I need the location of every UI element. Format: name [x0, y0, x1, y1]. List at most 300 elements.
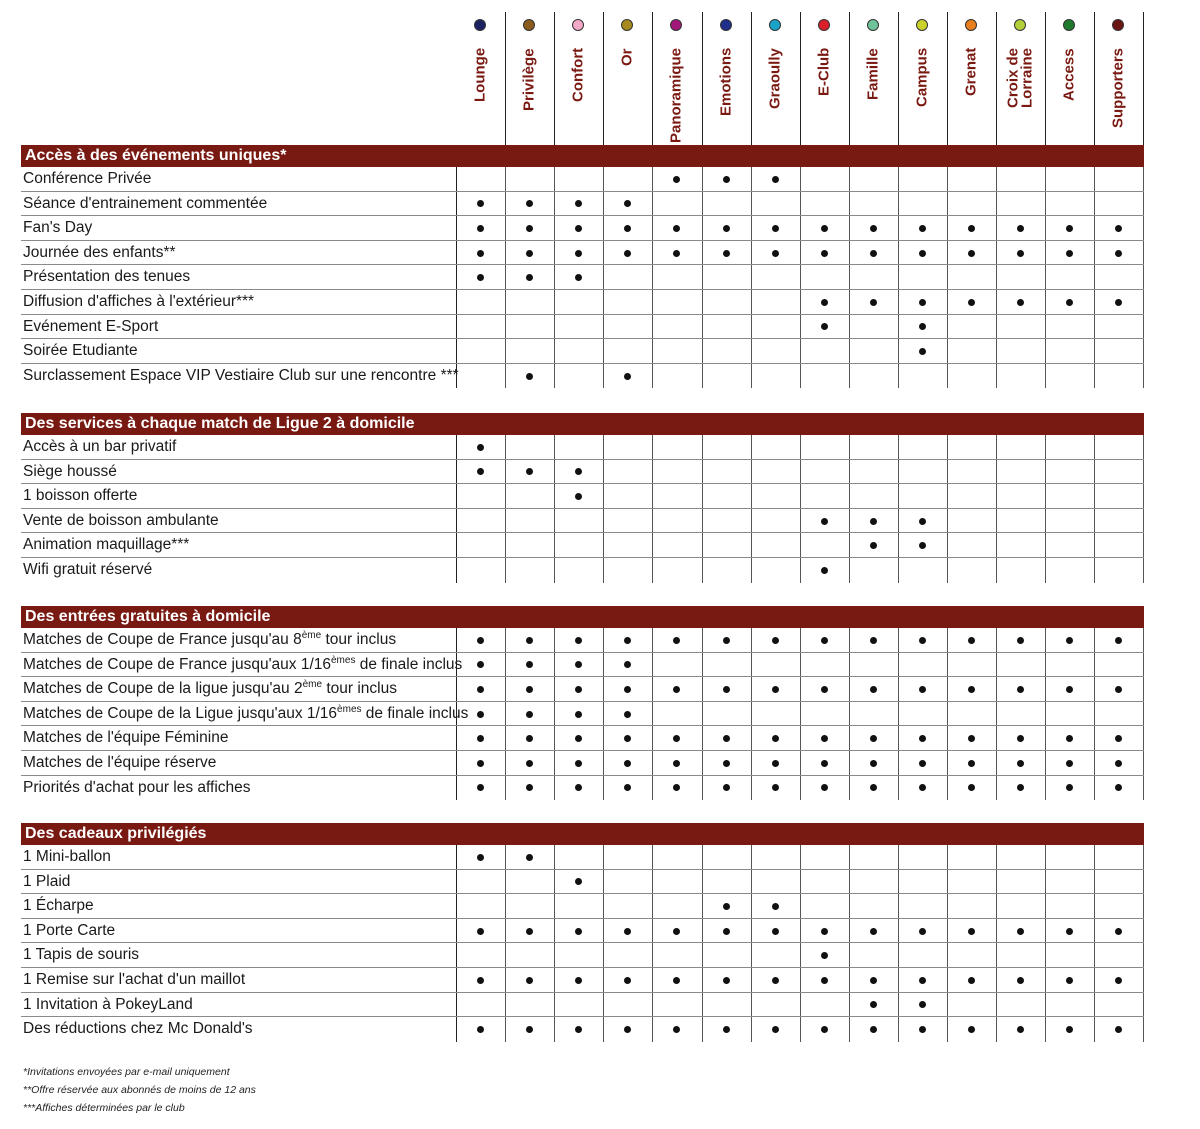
- included-dot: [723, 225, 730, 232]
- included-dot: [477, 444, 484, 451]
- column-label: Supporters: [1109, 48, 1127, 129]
- included-dot: [919, 250, 926, 257]
- label-superscript: èmes: [337, 703, 362, 715]
- row-label: 1 Tapis de souris: [23, 946, 140, 964]
- included-dot: [723, 176, 730, 183]
- included-dot: [673, 735, 680, 742]
- column-divider: [996, 12, 997, 145]
- column-color-dot: [720, 19, 732, 31]
- column-header: [702, 12, 751, 142]
- included-dot: [526, 784, 533, 791]
- included-dot: [477, 637, 484, 644]
- included-dot: [1017, 299, 1024, 306]
- table-row: [21, 315, 1144, 340]
- included-dot: [919, 977, 926, 984]
- table-row: [21, 702, 1144, 727]
- included-dot: [526, 735, 533, 742]
- column-color-dot: [1063, 19, 1075, 31]
- row-label: Des réductions chez Mc Donald's: [23, 1020, 253, 1038]
- included-dot: [1017, 760, 1024, 767]
- included-dot: [624, 1026, 631, 1033]
- table-row: [21, 677, 1144, 702]
- included-dot: [526, 661, 533, 668]
- row-label: Présentation des tenues: [23, 268, 191, 286]
- included-dot: [968, 1026, 975, 1033]
- label-text: tour inclus: [321, 631, 397, 648]
- included-dot: [1017, 977, 1024, 984]
- included-dot: [1115, 735, 1122, 742]
- column-divider: [947, 12, 948, 145]
- included-dot: [526, 854, 533, 861]
- table-row: [21, 558, 1144, 583]
- included-dot: [575, 200, 582, 207]
- included-dot: [575, 711, 582, 718]
- included-dot: [870, 928, 877, 935]
- row-label: Journée des enfants**: [23, 243, 176, 261]
- included-dot: [870, 250, 877, 257]
- included-dot: [575, 250, 582, 257]
- row-label: Priorités d'achat pour les affiches: [23, 778, 251, 796]
- included-dot: [821, 299, 828, 306]
- included-dot: [968, 760, 975, 767]
- included-dot: [723, 1026, 730, 1033]
- included-dot: [870, 1001, 877, 1008]
- row-label: Séance d'entrainement commentée: [23, 194, 268, 212]
- column-divider: [849, 12, 850, 145]
- included-dot: [575, 1026, 582, 1033]
- row-label: Animation maquillage***: [23, 536, 190, 554]
- included-dot: [1115, 784, 1122, 791]
- included-dot: [477, 468, 484, 475]
- table-row: [21, 484, 1144, 509]
- included-dot: [772, 784, 779, 791]
- section-header: Des entrées gratuites à domicile: [21, 606, 1144, 628]
- column-header: [1045, 12, 1094, 142]
- row-label: 1 Plaid: [23, 872, 71, 890]
- included-dot: [821, 567, 828, 574]
- included-dot: [821, 735, 828, 742]
- included-dot: [821, 225, 828, 232]
- column-header: [947, 12, 996, 142]
- included-dot: [1115, 928, 1122, 935]
- row-label: Matches de l'équipe Féminine: [23, 729, 229, 747]
- included-dot: [1017, 1026, 1024, 1033]
- included-dot: [575, 637, 582, 644]
- included-dot: [673, 977, 680, 984]
- column-label: Access: [1060, 48, 1078, 101]
- row-label: [23, 653, 462, 677]
- table-row: [21, 533, 1144, 558]
- row-label: Fan's Day: [23, 219, 93, 237]
- included-dot: [919, 1026, 926, 1033]
- included-dot: [624, 735, 631, 742]
- included-dot: [1066, 928, 1073, 935]
- column-color-dot: [867, 19, 879, 31]
- section-header: Accès à des événements uniques*: [21, 145, 1144, 167]
- column-label: Croix de Lorraine: [1004, 48, 1036, 109]
- column-label: Privilège: [520, 48, 538, 111]
- included-dot: [477, 686, 484, 693]
- included-dot: [723, 760, 730, 767]
- included-dot: [723, 735, 730, 742]
- included-dot: [477, 250, 484, 257]
- column-label: Lounge: [471, 48, 489, 103]
- included-dot: [526, 225, 533, 232]
- table-row: [21, 919, 1144, 944]
- included-dot: [575, 468, 582, 475]
- column-color-dot: [769, 19, 781, 31]
- included-dot: [723, 784, 730, 791]
- included-dot: [821, 518, 828, 525]
- column-color-dot: [670, 19, 682, 31]
- included-dot: [772, 760, 779, 767]
- column-divider: [554, 12, 555, 145]
- row-label: 1 Porte Carte: [23, 921, 116, 939]
- row-label: 1 Écharpe: [23, 897, 94, 915]
- column-divider: [505, 12, 506, 145]
- column-divider: [800, 12, 801, 145]
- column-color-dot: [474, 19, 486, 31]
- row-label: Evénement E-Sport: [23, 317, 159, 335]
- included-dot: [575, 760, 582, 767]
- included-dot: [968, 784, 975, 791]
- included-dot: [772, 637, 779, 644]
- included-dot: [968, 977, 975, 984]
- included-dot: [919, 542, 926, 549]
- included-dot: [772, 686, 779, 693]
- table-row: [21, 460, 1144, 485]
- included-dot: [1066, 735, 1073, 742]
- column-header: [603, 12, 652, 142]
- table-row: [21, 894, 1144, 919]
- row-label: [23, 677, 397, 701]
- included-dot: [575, 686, 582, 693]
- column-label: Grenat: [962, 48, 980, 97]
- included-dot: [575, 977, 582, 984]
- footnote: *Invitations envoyées par e-mail uniquement: [23, 1066, 230, 1078]
- included-dot: [575, 274, 582, 281]
- included-dot: [526, 373, 533, 380]
- included-dot: [870, 784, 877, 791]
- included-dot: [1115, 250, 1122, 257]
- included-dot: [526, 200, 533, 207]
- included-dot: [624, 686, 631, 693]
- included-dot: [673, 784, 680, 791]
- table-row: [21, 845, 1144, 870]
- included-dot: [870, 686, 877, 693]
- column-label: Panoramique: [667, 48, 685, 144]
- included-dot: [526, 977, 533, 984]
- included-dot: [477, 225, 484, 232]
- included-dot: [821, 686, 828, 693]
- included-dot: [723, 903, 730, 910]
- included-dot: [1017, 250, 1024, 257]
- included-dot: [624, 373, 631, 380]
- included-dot: [477, 735, 484, 742]
- included-dot: [1066, 784, 1073, 791]
- included-dot: [673, 250, 680, 257]
- included-dot: [1066, 250, 1073, 257]
- column-divider: [751, 12, 752, 145]
- label-text: Matches de Coupe de France jusqu'au 8: [23, 631, 302, 648]
- row-label: Diffusion d'affiches à l'extérieur***: [23, 293, 255, 310]
- row-label: Surclassement Espace VIP Vestiaire Club sur une rencontre ***: [23, 366, 459, 384]
- table-row: [21, 339, 1144, 364]
- column-color-dot: [572, 19, 584, 31]
- table-row: [21, 993, 1144, 1018]
- column-header: [996, 12, 1045, 142]
- included-dot: [526, 711, 533, 718]
- column-header: [800, 12, 849, 142]
- column-label: Emotions: [717, 48, 734, 117]
- column-color-dot: [916, 19, 928, 31]
- column-divider: [1143, 12, 1144, 145]
- included-dot: [624, 711, 631, 718]
- included-dot: [821, 928, 828, 935]
- included-dot: [968, 225, 975, 232]
- included-dot: [575, 225, 582, 232]
- label-text: Matches de Coupe de France jusqu'aux 1/16: [23, 655, 331, 673]
- included-dot: [821, 250, 828, 257]
- included-dot: [526, 686, 533, 693]
- table-row: [21, 726, 1144, 751]
- included-dot: [821, 637, 828, 644]
- included-dot: [968, 928, 975, 935]
- row-label: Vente de boisson ambulante: [23, 511, 219, 529]
- included-dot: [723, 637, 730, 644]
- column-header: [849, 12, 898, 142]
- column-divider: [702, 12, 703, 145]
- included-dot: [723, 928, 730, 935]
- table-row: [21, 290, 1144, 315]
- included-dot: [1017, 928, 1024, 935]
- table-row: [21, 435, 1144, 460]
- included-dot: [919, 299, 926, 306]
- column-divider: [1045, 12, 1046, 145]
- included-dot: [624, 661, 631, 668]
- included-dot: [624, 784, 631, 791]
- table-row: [21, 216, 1144, 241]
- included-dot: [526, 1026, 533, 1033]
- included-dot: [477, 661, 484, 668]
- included-dot: [1115, 225, 1122, 232]
- included-dot: [526, 250, 533, 257]
- included-dot: [1115, 637, 1122, 644]
- included-dot: [1066, 760, 1073, 767]
- included-dot: [477, 200, 484, 207]
- included-dot: [477, 977, 484, 984]
- column-header: [456, 12, 505, 142]
- included-dot: [870, 542, 877, 549]
- included-dot: [821, 1026, 828, 1033]
- included-dot: [624, 225, 631, 232]
- included-dot: [968, 637, 975, 644]
- included-dot: [919, 735, 926, 742]
- row-label: Siège houssé: [23, 462, 117, 480]
- included-dot: [919, 760, 926, 767]
- included-dot: [477, 274, 484, 281]
- included-dot: [1115, 299, 1122, 306]
- included-dot: [624, 200, 631, 207]
- table-row: [21, 509, 1144, 534]
- label-text: de finale inclus: [361, 704, 469, 722]
- included-dot: [673, 1026, 680, 1033]
- column-label: Famille: [864, 48, 882, 100]
- table-row: [21, 192, 1144, 217]
- column-header: [554, 12, 603, 142]
- included-dot: [1066, 637, 1073, 644]
- included-dot: [1066, 1026, 1073, 1033]
- included-dot: [624, 928, 631, 935]
- included-dot: [968, 299, 975, 306]
- table-row: [21, 943, 1144, 968]
- included-dot: [1066, 977, 1073, 984]
- column-label: Or: [618, 48, 636, 66]
- label-text: Matches de Coupe de la ligue jusqu'au 2: [23, 680, 303, 698]
- included-dot: [821, 784, 828, 791]
- included-dot: [919, 518, 926, 525]
- included-dot: [1115, 686, 1122, 693]
- footnote: ***Affiches déterminées par le club: [23, 1102, 185, 1114]
- included-dot: [526, 760, 533, 767]
- included-dot: [477, 784, 484, 791]
- included-dot: [1017, 784, 1024, 791]
- label-superscript: ème: [302, 679, 323, 691]
- table-row: [21, 968, 1144, 993]
- table-row: [21, 265, 1144, 290]
- included-dot: [870, 637, 877, 644]
- included-dot: [870, 299, 877, 306]
- label-text: tour inclus: [322, 680, 397, 698]
- included-dot: [575, 928, 582, 935]
- included-dot: [1017, 637, 1024, 644]
- column-color-dot: [523, 19, 535, 31]
- included-dot: [624, 760, 631, 767]
- included-dot: [870, 1026, 877, 1033]
- column-color-dot: [965, 19, 977, 31]
- included-dot: [526, 274, 533, 281]
- column-header: [652, 12, 701, 142]
- included-dot: [526, 468, 533, 475]
- included-dot: [772, 1026, 779, 1033]
- column-header: [505, 12, 554, 142]
- label-text: de finale inclus: [355, 655, 463, 673]
- included-dot: [772, 225, 779, 232]
- included-dot: [772, 250, 779, 257]
- table-row: [21, 751, 1144, 776]
- included-dot: [870, 735, 877, 742]
- included-dot: [919, 225, 926, 232]
- included-dot: [1017, 225, 1024, 232]
- included-dot: [1115, 1026, 1122, 1033]
- included-dot: [772, 735, 779, 742]
- included-dot: [1017, 686, 1024, 693]
- included-dot: [821, 323, 828, 330]
- included-dot: [870, 225, 877, 232]
- column-divider: [898, 12, 899, 145]
- table-row: [21, 241, 1144, 266]
- included-dot: [1066, 225, 1073, 232]
- included-dot: [477, 1026, 484, 1033]
- included-dot: [919, 323, 926, 330]
- included-dot: [919, 1001, 926, 1008]
- included-dot: [919, 686, 926, 693]
- row-label: [23, 702, 468, 726]
- included-dot: [477, 854, 484, 861]
- column-divider: [1094, 12, 1095, 145]
- column-label: Confort: [569, 48, 587, 103]
- included-dot: [870, 760, 877, 767]
- label-superscript: èmes: [331, 654, 356, 666]
- column-color-dot: [621, 19, 633, 31]
- included-dot: [673, 686, 680, 693]
- included-dot: [673, 637, 680, 644]
- included-dot: [1066, 686, 1073, 693]
- table-row: [21, 628, 1144, 653]
- table-row: [21, 167, 1144, 192]
- footnote: **Offre réservée aux abonnés de moins de 12 ans: [23, 1084, 256, 1096]
- row-label: 1 Invitation à PokeyLand: [23, 995, 193, 1013]
- included-dot: [673, 760, 680, 767]
- included-dot: [673, 176, 680, 183]
- included-dot: [821, 952, 828, 959]
- table-row: [21, 653, 1144, 678]
- row-label: Accès à un bar privatif: [23, 438, 177, 455]
- column-header: [751, 12, 800, 142]
- row-label: Matches de l'équipe réserve: [23, 754, 217, 771]
- included-dot: [821, 977, 828, 984]
- included-dot: [575, 735, 582, 742]
- included-dot: [673, 225, 680, 232]
- included-dot: [1115, 760, 1122, 767]
- section-header: Des cadeaux privilégiés: [21, 823, 1144, 845]
- included-dot: [477, 928, 484, 935]
- included-dot: [1066, 299, 1073, 306]
- column-header: [1094, 12, 1143, 142]
- included-dot: [624, 250, 631, 257]
- included-dot: [673, 928, 680, 935]
- included-dot: [477, 760, 484, 767]
- included-dot: [575, 784, 582, 791]
- included-dot: [1115, 977, 1122, 984]
- column-divider: [652, 12, 653, 145]
- table-row: [21, 364, 1144, 389]
- included-dot: [575, 661, 582, 668]
- label-superscript: ème: [301, 629, 322, 641]
- included-dot: [968, 686, 975, 693]
- column-label: Graoully: [766, 48, 784, 109]
- included-dot: [919, 784, 926, 791]
- column-label: Campus: [913, 48, 931, 108]
- section-header: Des services à chaque match de Ligue 2 à domicile: [21, 413, 1144, 435]
- column-divider: [603, 12, 604, 145]
- included-dot: [624, 977, 631, 984]
- included-dot: [1017, 735, 1024, 742]
- included-dot: [575, 493, 582, 500]
- table-row: [21, 1017, 1144, 1042]
- included-dot: [919, 348, 926, 355]
- included-dot: [772, 903, 779, 910]
- included-dot: [821, 760, 828, 767]
- label-text: Matches de Coupe de la Ligue jusqu'aux 1/16: [23, 704, 338, 722]
- included-dot: [772, 176, 779, 183]
- included-dot: [624, 637, 631, 644]
- included-dot: [968, 250, 975, 257]
- included-dot: [526, 637, 533, 644]
- included-dot: [919, 928, 926, 935]
- included-dot: [772, 928, 779, 935]
- row-label: 1 boisson offerte: [23, 487, 138, 505]
